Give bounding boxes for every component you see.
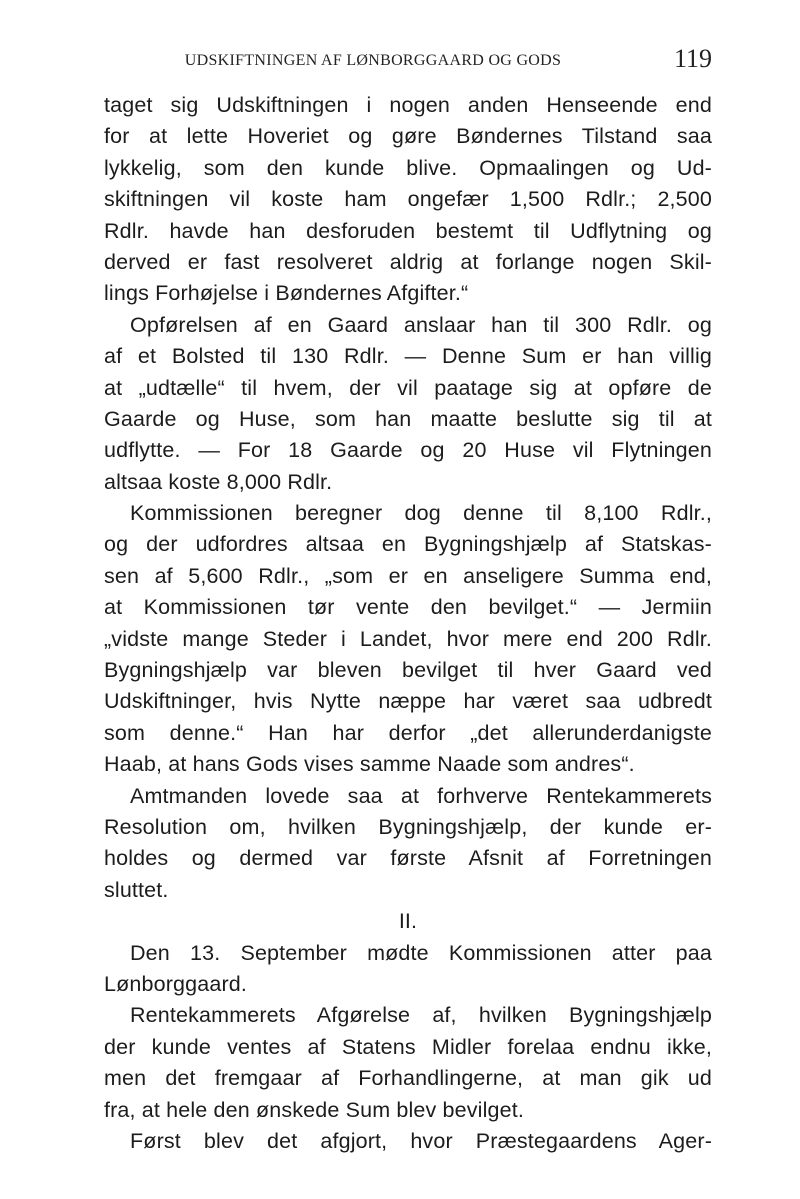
running-title: UDSKIFTNINGEN AF LØNBORGGAARD OG GODS [184,52,562,69]
text-line: Først blev det afgjort, hvor Præstegaardens Ager- [130,1128,712,1153]
text-line: som denne.“ Han har derfor „det allerunderdanigste [104,720,712,745]
text-line: Haab, at hans Gods vises samme Naade som andres“. [104,752,635,777]
text-line: Opførelsen af en Gaard anslaar han til 300 Rdlr. og [130,312,712,337]
page-number: 119 [673,44,712,73]
text-line: Den 13. September mødte Kommissionen atter paa [130,940,712,965]
text-line: for at lette Hoveriet og gøre Bøndernes Tilstand saa [104,124,712,149]
text-line: Gaarde og Huse, som han maatte beslutte sig til at [104,406,712,431]
text-line: holdes og dermed var første Afsnit af Forretningen [104,846,712,871]
text-line: Lønborggaard. [104,971,247,996]
text-line: der kunde ventes af Statens Midler forelaa endnu ikke, [104,1034,712,1059]
body-text [104,90,712,1157]
text-line: Bygningshjælp var bleven bevilget til hver Gaard ved [104,658,712,683]
text-line: Amtmanden lovede saa at forhverve Rentekammerets [130,783,712,808]
text-line: af et Bolsted til 130 Rdlr. — Denne Sum er han villig [104,344,712,369]
text-line: „vidste mange Steder i Landet, hvor mere end 200 Rdlr. [104,626,712,651]
text-line: derved er fast resolveret aldrig at forlange nogen Skil- [104,249,712,274]
text-line: at „udtælle“ til hvem, der vil paatage sig at opføre de [104,375,712,400]
text-line: sluttet. [104,877,169,902]
text-line: fra, at hele den ønskede Sum blev bevilget. [104,1097,524,1122]
text-line: Rentekammerets Afgørelse af, hvilken Bygningshjælp [130,1003,712,1028]
text-line: Udskiftninger, hvis Nytte næppe har været saa udbredt [104,689,712,714]
text-line: Kommissionen beregner dog denne til 8,100 Rdlr., [130,501,712,526]
text-line: lykkelig, som den kunde blive. Opmaalingen og Ud- [104,155,712,180]
text-line: Rdlr. havde han desforuden bestemt til Udflytning og [104,218,712,243]
text-line: skiftningen vil koste ham ongefær 1,500 Rdlr.; 2,500 [104,187,712,212]
text-line: at Kommissionen tør vente den bevilget.“ — Jermiin [104,595,712,620]
text-line: og der udfordres altsaa en Bygningshjælp af Statskas- [104,532,712,557]
text-line: taget sig Udskiftningen i nogen anden Henseende end [104,93,712,117]
text-line: altsaa koste 8,000 Rdlr. [104,469,333,494]
text-line: Resolution om, hvilken Bygningshjælp, der kunde er- [104,814,712,839]
text-line: udflytte. — For 18 Gaarde og 20 Huse vil Flytningen [104,438,712,463]
section-heading: II. [398,909,418,934]
text-line: men det fremgaar af Forhandlingerne, at man gik ud [104,1066,712,1091]
text-line: lings Forhøjelse i Bøndernes Afgifter.“ [104,281,469,306]
text-line: sen af 5,600 Rdlr., „som er en anseligere Summa end, [104,563,712,588]
running-header [104,44,712,80]
